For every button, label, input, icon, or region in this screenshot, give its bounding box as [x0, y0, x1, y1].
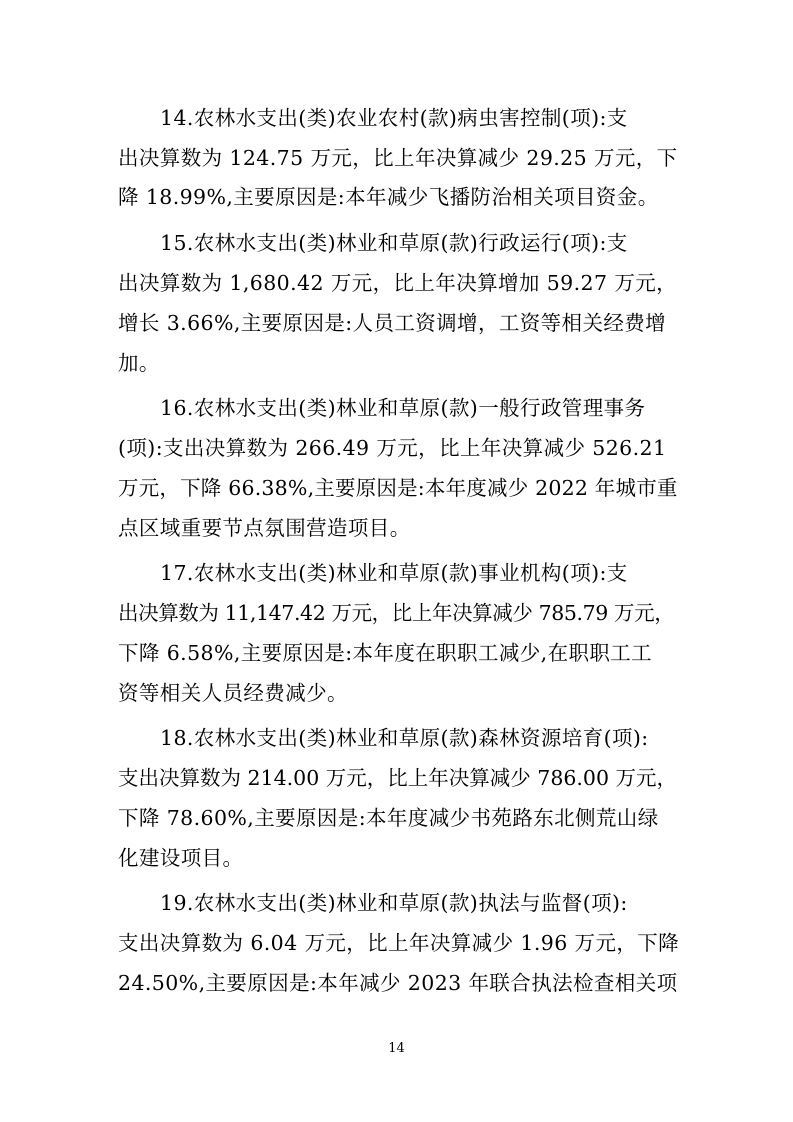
text-line: 出决算数为 1,680.42 万元，比上年决算增加 59.27 万元，	[118, 271, 678, 295]
text-line: 下降 6.58%,主要原因是:本年度在职职工减少,在职职工工	[118, 641, 653, 665]
text-line: 24.50%,主要原因是:本年减少 2023 年联合执法检查相关项	[118, 971, 678, 995]
text-line: 16.农林水支出(类)林业和草原(款)一般行政管理事务	[160, 396, 646, 420]
text-line: 出决算数为 11,147.42 万元，比上年决算减少 785.79 万元，	[118, 601, 675, 625]
text-line: 出决算数为 124.75 万元，比上年决算减少 29.25 万元，下	[118, 146, 678, 170]
text-line: 资等相关人员经费减少。	[118, 681, 348, 705]
text-line: 下降 78.60%,主要原因是:本年度减少书苑路东北侧荒山绿	[118, 806, 659, 830]
text-line: 降 18.99%,主要原因是:本年减少飞播防治相关项目资金。	[118, 185, 659, 209]
text-line: 万元，下降 66.38%,主要原因是:本年度减少 2022 年城市重	[118, 476, 678, 500]
text-line: 加。	[118, 351, 160, 375]
text-line: 化建设项目。	[118, 846, 244, 870]
text-line: 15.农林水支出(类)林业和草原(款)行政运行(项):支	[160, 231, 628, 255]
page-number: 14	[388, 1041, 405, 1056]
text-line: 支出决算数为 214.00 万元，比上年决算减少 786.00 万元，	[118, 766, 678, 790]
text-line: 支出决算数为 6.04 万元，比上年决算减少 1.96 万元，下降	[118, 931, 680, 955]
text-line: 19.农林水支出(类)林业和草原(款)执法与监督(项):	[160, 891, 628, 915]
text-line: 增长 3.66%,主要原因是:人员工资调增，工资等相关经费增	[118, 311, 667, 335]
text-line: (项):支出决算数为 266.49 万元，比上年决算减少 526.21	[118, 436, 667, 460]
text-line: 14.农林水支出(类)农业农村(款)病虫害控制(项):支	[160, 106, 628, 130]
text-line: 17.农林水支出(类)林业和草原(款)事业机构(项):支	[160, 561, 628, 585]
text-line: 点区域重要节点氛围营造项目。	[118, 516, 411, 540]
text-line: 18.农林水支出(类)林业和草原(款)森林资源培育(项):	[160, 726, 649, 750]
